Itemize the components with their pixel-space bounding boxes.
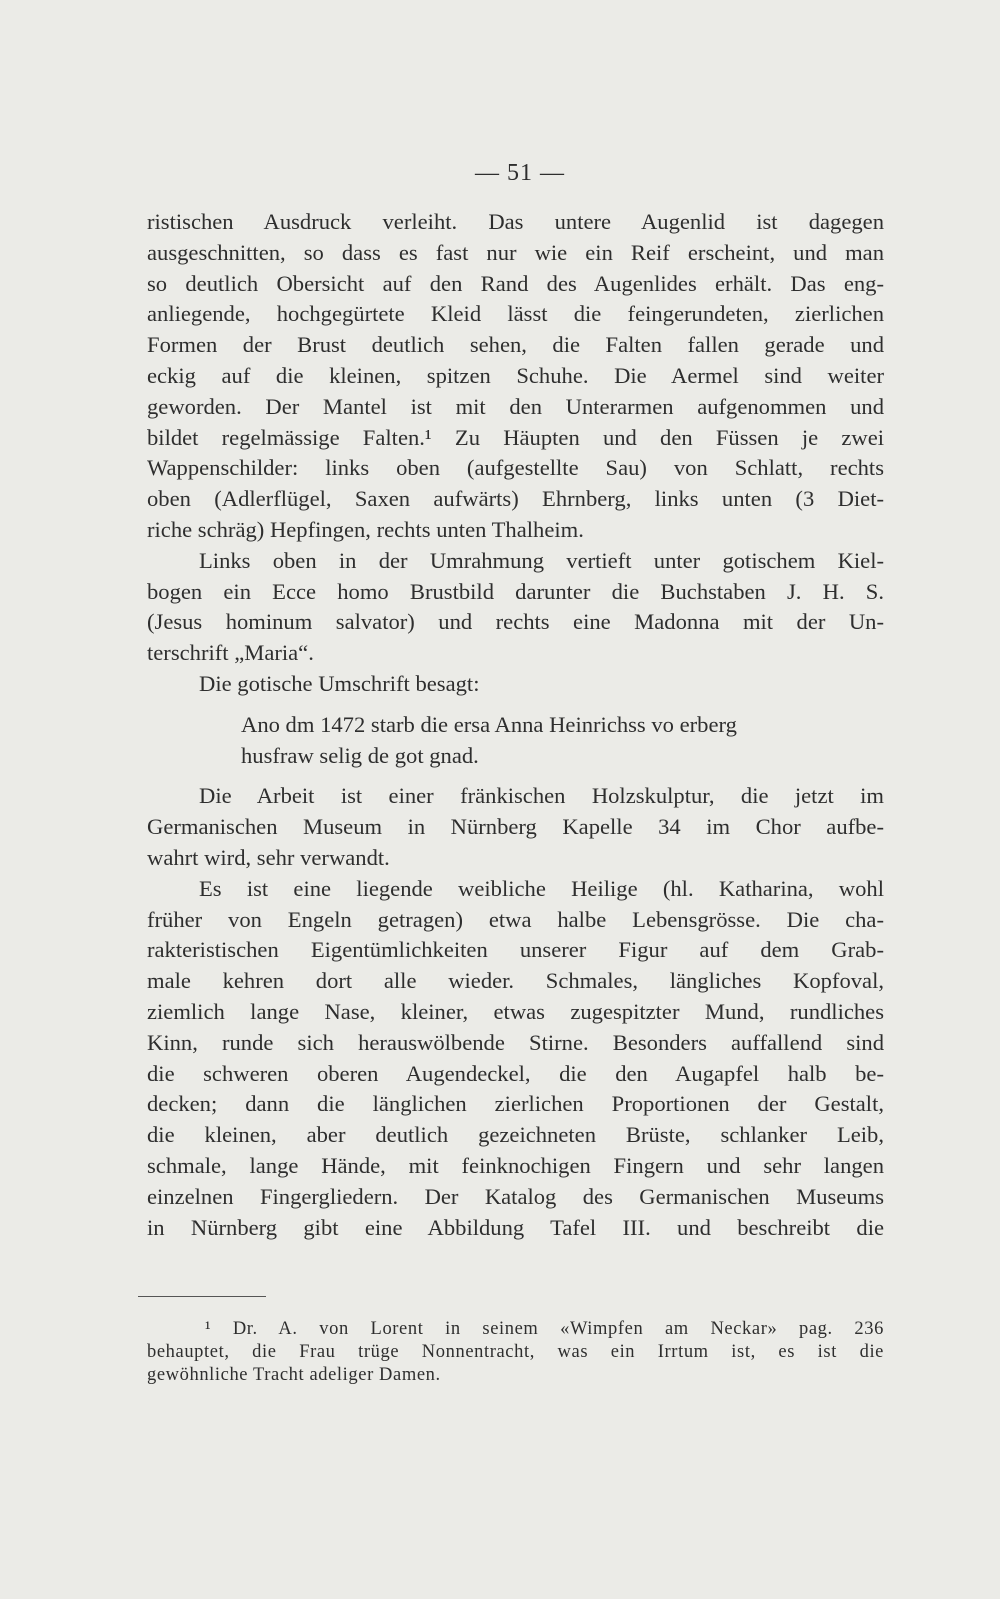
text-line: riche schräg) Hepfingen, rechts unten Thalheim. (147, 516, 584, 542)
text-line: ziemlich lange Nase, kleiner, etwas zugespitzter Mund, rundliches (147, 998, 884, 1024)
text-line: bogen ein Ecce homo Brustbild darunter die Buchstaben J. H. S. (147, 578, 884, 604)
inscription-line: Ano dm 1472 starb die ersa Anna Heinrichss vo erberg (241, 711, 737, 737)
paragraph (147, 669, 884, 700)
text-line: ristischen Ausdruck verleiht. Das untere Augenlid ist dagegen (147, 209, 884, 234)
paragraph (147, 546, 884, 669)
text-line: Die Arbeit ist einer fränkischen Holzskulptur, die jetzt im (199, 783, 884, 809)
text-line: Kinn, runde sich herauswölbende Stirne. Besonders auffallend sind (147, 1029, 884, 1055)
footnote (147, 1318, 884, 1387)
text-line: wahrt wird, sehr verwandt. (147, 844, 390, 870)
text-line: eckig auf die kleinen, spitzen Schuhe. Die Aermel sind weiter (147, 362, 884, 388)
text-line: einzelnen Fingergliedern. Der Katalog des Germanischen Museums (147, 1183, 884, 1209)
text-line: Germanischen Museum in Nürnberg Kapelle 34 im Chor aufbe- (147, 814, 884, 840)
paragraph (147, 874, 884, 1244)
text-line: Die gotische Umschrift besagt: (199, 670, 480, 696)
text-line: ausgeschnitten, so dass es fast nur wie ein Reif erscheint, und man (147, 239, 884, 265)
text-line: so deutlich Obersicht auf den Rand des Augenlides erhält. Das eng- (147, 270, 884, 296)
text-line: anliegende, hochgegürtete Kleid lässt die feingerundeten, zierlichen (147, 301, 884, 327)
text-line: früher von Engeln getragen) etwa halbe Lebensgrösse. Die cha- (147, 906, 884, 932)
footnote-line: behauptet, die Frau trüge Nonnentracht, was ein Irrtum ist, es ist die (147, 1342, 884, 1362)
text-line: die kleinen, aber deutlich gezeichneten Brüste, schlanker Leib, (147, 1122, 884, 1148)
text-line: oben (Adlerflügel, Saxen aufwärts) Ehrnberg, links unten (3 Diet- (147, 486, 884, 512)
inscription-quote (147, 710, 884, 772)
text-line: male kehren dort alle wieder. Schmales, längliches Kopfoval, (147, 968, 884, 994)
text-line: Formen der Brust deutlich sehen, die Falten fallen gerade und (147, 332, 884, 358)
text-line: geworden. Der Mantel ist mit den Unterarmen aufgenommen und (147, 393, 884, 419)
paragraph (147, 207, 884, 546)
inscription-line: husfraw selig de got gnad. (241, 742, 479, 768)
footnote-line: ¹ Dr. A. von Lorent in seinem «Wimpfen am Neckar» pag. 236 (205, 1319, 884, 1339)
footnote-line: gewöhnliche Tracht adeliger Damen. (147, 1365, 441, 1385)
text-line: die schweren oberen Augendeckel, die den Augapfel halb be- (147, 1060, 884, 1086)
footnote-divider (138, 1296, 266, 1297)
page-number: — 51 — (475, 160, 565, 186)
text-line: terschrift „Maria“. (147, 640, 314, 666)
paragraph (147, 781, 884, 873)
text-line: Es ist eine liegende weibliche Heilige (hl. Katharina, wohl (199, 875, 884, 901)
text-line: Wappenschilder: links oben (aufgestellte Sau) von Schlatt, rechts (147, 455, 884, 481)
text-line: bildet regelmässige Falten.¹ Zu Häupten und den Füssen je zwei (147, 424, 884, 450)
text-line: Links oben in der Umrahmung vertieft unter gotischem Kiel- (199, 547, 884, 573)
text-line: decken; dann die länglichen zierlichen Proportionen der Gestalt, (147, 1091, 884, 1117)
text-line: in Nürnberg gibt eine Abbildung Tafel III. und beschreibt die (147, 1214, 884, 1240)
text-line: (Jesus hominum salvator) und rechts eine Madonna mit der Un- (147, 609, 884, 635)
text-line: rakteristischen Eigentümlichkeiten unserer Figur auf dem Grab- (147, 937, 884, 963)
text-line: schmale, lange Hände, mit feinknochigen Fingern und sehr langen (147, 1152, 884, 1178)
main-text (147, 207, 884, 1243)
